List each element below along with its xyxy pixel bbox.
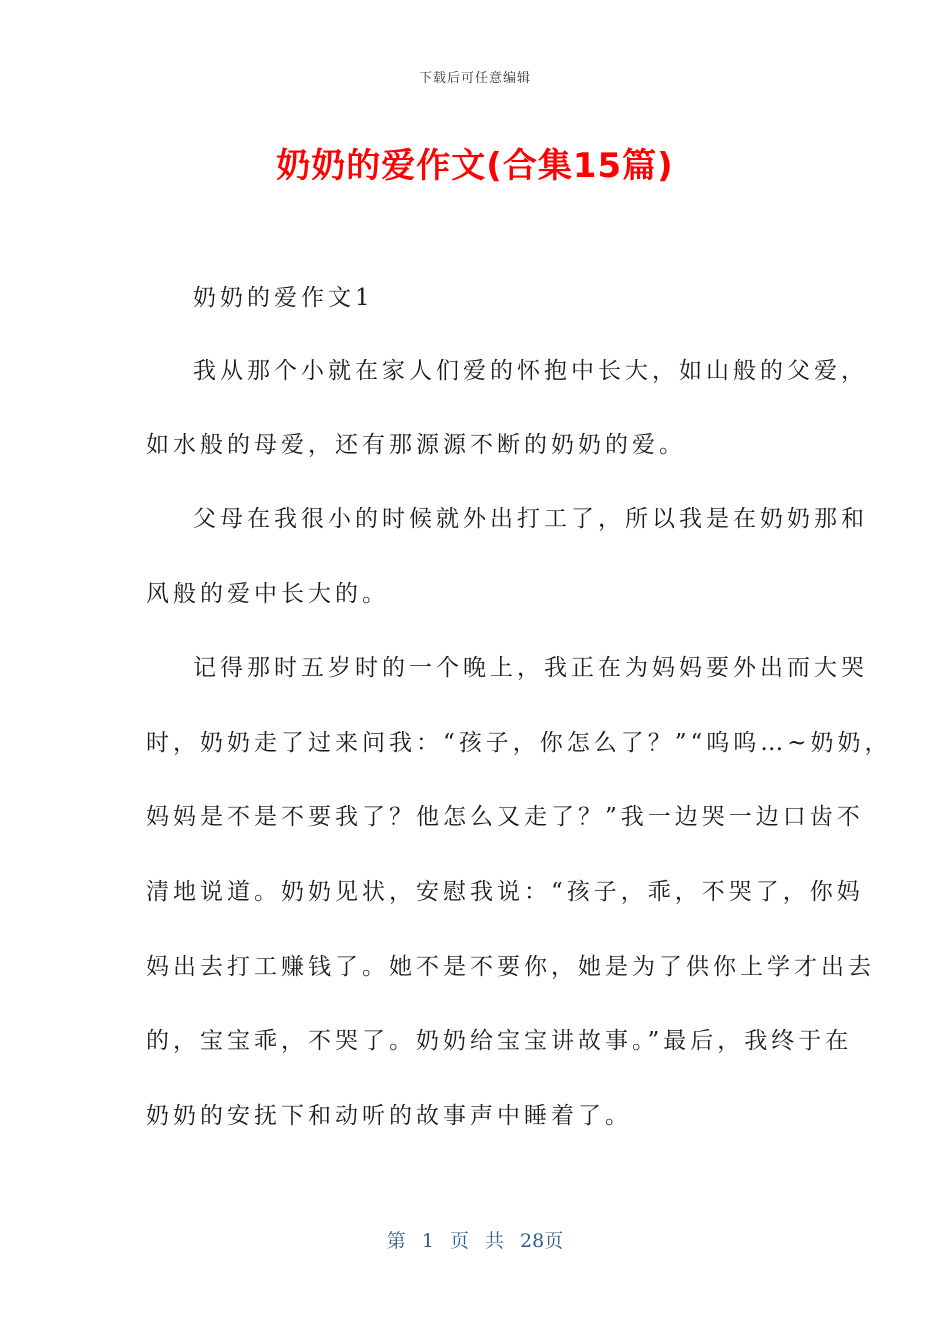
page-number-footer: 第 1 页 共 28页 [386,1230,564,1252]
paragraph-line: 时，奶奶走了过来问我：“孩子，你怎么了？”“呜呜…~奶奶， [146,730,892,756]
paragraph-line: 的，宝宝乖，不哭了。奶奶给宝宝讲故事。”最后，我终于在 [146,1028,853,1054]
paragraph-line: 风般的爱中长大的。 [146,581,389,607]
paragraph-line: 清地说道。奶奶见状，安慰我说：“孩子，乖，不哭了，你妈 [146,879,864,905]
paragraph-line: 奶奶的安抚下和动听的故事声中睡着了。 [146,1103,632,1129]
paragraph-line: 父母在我很小的时候就外出打工了，所以我是在奶奶那和 [193,506,868,532]
page-header-note: 下载后可任意编辑 [418,71,531,86]
paragraph-line: 我从那个小就在家人们爱的怀抱中长大，如山般的父爱， [193,358,868,384]
paragraph-line: 如水般的母爱，还有那源源不断的奶奶的爱。 [146,432,686,458]
paragraph-line: 妈妈是不是不要我了？他怎么又走了？”我一边哭一边口齿不 [146,804,864,830]
paragraph-line: 妈出去打工赚钱了。她不是不要你，她是为了供你上学才出去 [146,954,875,980]
paragraph-line: 记得那时五岁时的一个晚上，我正在为妈妈要外出而大哭 [193,655,868,681]
section-heading: 奶奶的爱作文1 [193,285,374,311]
document-title: 奶奶的爱作文(合集15篇) [276,146,674,186]
